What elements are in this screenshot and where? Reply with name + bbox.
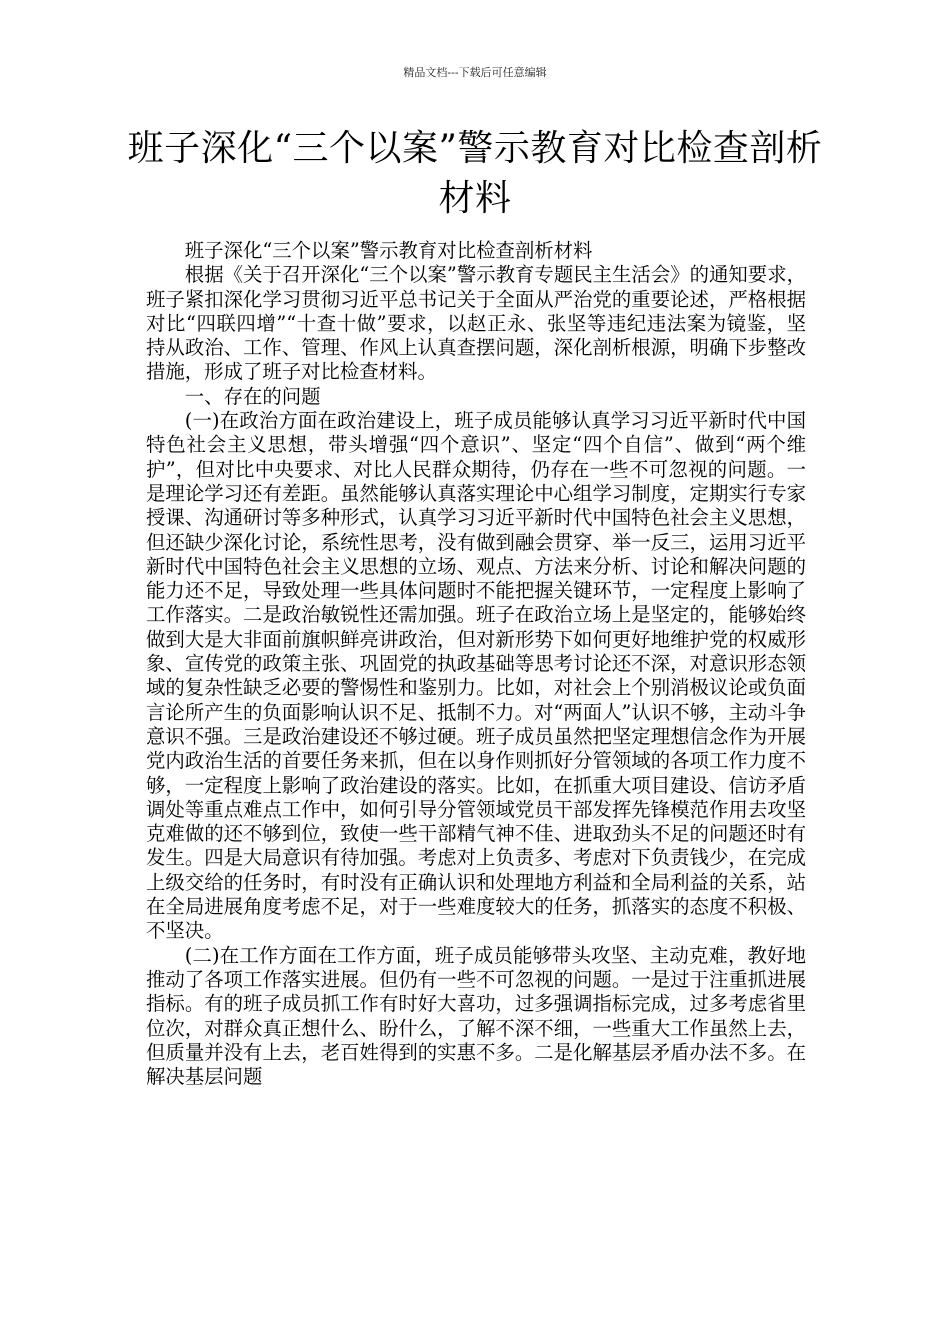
subtitle-paragraph: 班子深化“三个以案”警示教育对比检查剖析材料 <box>184 239 593 262</box>
header-note: 精品文档---下载后可任意编辑 <box>403 66 547 79</box>
work-section-paragraph: (二)在工作方面在工作方面，班子成员能够带头攻坚、主动克难，教好地推动了各项工作落实进展。但仍有一些不可忽视的问题。一是过于注重抓进展指标。有的班子成员抓工作有时好大喜功，过多强调指标完成，过多考虑省里位次，对群众真正想什么、盼什么，了解不深不细，一些重大工作虽然上去，但质量并没有上去，老百姓得到的实惠不多。二是化解基层矛盾办法不多。在解决基层问题 <box>146 943 806 1089</box>
document-title: 班子深化“三个以案”警示教育对比检查剖析材料 <box>127 128 823 219</box>
document-body <box>146 239 806 1089</box>
political-section-paragraph: (一)在政治方面在政治建设上，班子成员能够认真学习习近平新时代中国特色社会主义思想，带头增强“四个意识”、坚定“四个自信”、做到“两个维护”，但对比中央要求、对比人民群众期待，仍存在一些不可忽视的问题。一是理论学习还有差距。虽然能够认真落实理论中心组学习制度，定期实行专家授课、沟通研讨等多种形式，认真学习习近平新时代中国特色社会主义思想，但还缺少深化讨论，系统性思考，没有做到融会贯穿、举一反三，运用习近平新时代中国特色社会主义思想的立场、观点、方法来分析、讨论和解决问题的能力还不足，导致处理一些具体问题时不能把握关键环节，一定程度上影响了工作落实。二是政治敏锐性还需加强。班子在政治立场上是坚定的，能够始终做到大是大非面前旗帜鲜亮讲政治，但对新形势下如何更好地维护党的权威形象、宣传党的政策主张、巩固党的执政基础等思考讨论还不深，对意识形态领域的复杂性缺乏必要的警惕性和鉴别力。比如，对社会上个别消极议论或负面言论所产生的负面影响认识不足、抵制不力。对“两面人”认识不够，主动斗争意识不强。三是政治建设还不够过硬。班子成员虽然把坚定理想信念作为开展党内政治生活的首要任务来抓，但在以身作则抓好分管领域的各项工作力度不够，一定程度上影响了政治建设的落实。比如，在抓重大项目建设、信访矛盾调处等重点难点工作中，如何引导分管领域党员干部发挥先锋模范作用去攻坚克难做的还不够到位，致使一些干部精气神不佳、进取劲头不足的问题还时有发生。四是大局意识有待加强。考虑对上负责多、考虑对下负责钱少，在完成上级交给的任务时，有时没有正确认识和处理地方利益和全局利益的关系，站在全局进展角度考虑不足，对于一些难度较大的任务，抓落实的态度不积极、不坚决。 <box>146 409 806 943</box>
intro-paragraph: 根据《关于召开深化“三个以案”警示教育专题民主生活会》的通知要求，班子紧扣深化学习贯彻习近平总书记关于全面从严治党的重要论述，严格根据对比“四联四增”“十查十做”要求，以赵正永、张坚等违纪违法案为镜鉴，坚持从政治、工作、管理、作风上认真查摆问题，深化剖析根源，明确下步整改措施，形成了班子对比检查材料。 <box>146 263 806 384</box>
section-heading: 一、存在的问题 <box>184 384 321 408</box>
